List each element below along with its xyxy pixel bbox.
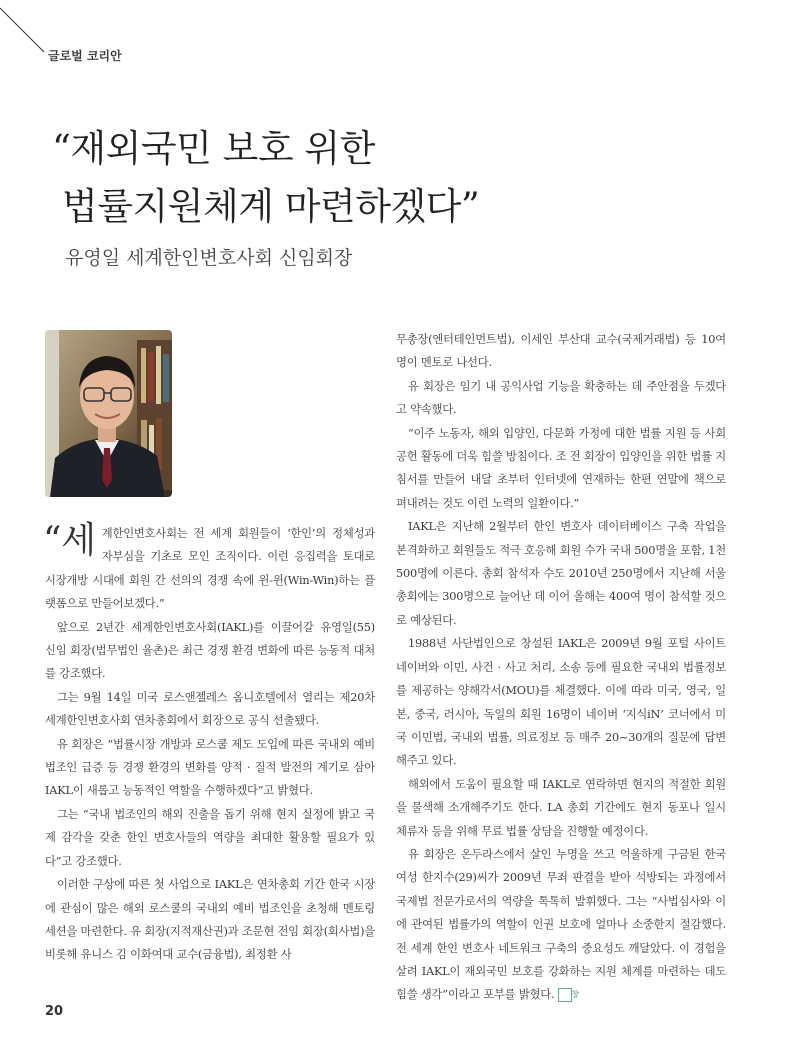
article-paragraph: 무총장(엔터테인먼트법), 이세인 부산대 교수(국제거래법) 등 10여 명이 멘토로 나선다. <box>396 333 726 370</box>
page-number: 20 <box>45 1004 64 1019</box>
article-paragraph: IAKL은 지난해 2월부터 한인 변호사 데이터베이스 구축 작업을 본격화하고 회원들도 적극 호응해 회원 수가 국내 500명을 포함, 1천500명에 이른다. 총회 참석자 수도 2010년 250명에서 지난해 서울총회에는 300명으로 늘어난 데 이어 올해는 400여 명이 참석할 것으로 예상된다. <box>396 520 726 627</box>
article-paragraph: 해외에서 도움이 필요할 때 IAKL로 연락하면 현지의 적절한 회원을 물색해 소개해주기도 한다. LA 총회 기간에도 현지 동포나 일시 체류자 등을 위해 무료 법률 상담을 진행할 예정이다. <box>396 777 726 838</box>
subtitle: 유영일 세계한인변호사회 신임회장 <box>65 247 353 269</box>
article-paragraph: 그는 9월 14일 미국 로스앤젤레스 옴니호텔에서 열리는 제20차 세계한인변호사회 연차총회에서 회장으로 공식 선출됐다. <box>45 690 375 728</box>
article-paragraph: 유 회장은 “법률시장 개방과 로스쿨 제도 도입에 따른 국내외 예비 법조인 급증 등 경쟁 환경의 변화를 양적 · 질적 발전의 계기로 삼아 IAKL이 새롭고 능동적인 역할을 수행하겠다”고 밝혔다. <box>45 737 375 798</box>
article-paragraph: “세 계한인변호사회는 전 세계 회원들이 ‘한인’의 정체성과 자부심을 기초로 모인 조직이다. 이런 응집력을 토대로 시장개방 시대에 회원 간 선의의 경쟁 속에 윈-윈(Win-Win)하는 플랫폼으로 만들어보겠다.” <box>43 520 375 611</box>
headline-line-2: 법률지원체계 마련하겠다” <box>62 185 480 228</box>
portrait-image <box>45 330 172 497</box>
article-paragraph: 유 회장은 임기 내 공익사업 기능을 확충하는 데 주안점을 두겠다고 약속했다. <box>396 379 726 417</box>
headline <box>52 120 752 236</box>
article-paragraph: 1988년 사단법인으로 창설된 IAKL은 2009년 9월 포털 사이트 네이버와 이민, 사건 · 사고 처리, 소송 등에 필요한 국내외 법률정보를 제공하는 양해각서(MOU)를 체결했다. 이에 따라 미국, 영국, 일본, 중국, 러시아, 독일의 회원 16명이 네이버 ‘지식iN’ 코너에서 미국 이민법, 국내외 법률, 의료정보 등 매주 20~30개의 질문에 답변해주고 있다. <box>396 637 726 768</box>
article-left-column <box>45 522 375 967</box>
article-paragraph: 앞으로 2년간 세계한인변호사회(IAKL)를 이끌어갈 유영일(55) 신임 회장(법무법인 율촌)은 최근 경쟁 환경 변화에 따른 능동적 대처를 강조했다. <box>45 620 375 681</box>
headline-line-1: “재외국민 보호 위한 <box>52 127 375 170</box>
article-paragraph: “이주 노동자, 해외 입양인, 다문화 가정에 대한 법률 지원 등 사회공헌 활동에 더욱 힘쓸 방침이다. 조 전 회장이 입양인을 위한 법률 지침서를 만들어 내달 초부터 인터넷에 연재하는 한편 연말에 책으로 펴내려는 것도 이런 노력의 일환이다.” <box>396 426 726 510</box>
section-label: 글로벌 코리안 <box>48 49 122 63</box>
article-paragraph: 이러한 구상에 따른 첫 사업으로 IAKL은 연차총회 기간 한국 시장에 관심이 많은 해외 로스쿨의 국내외 예비 법조인을 초청해 멘토링 세션을 마련한다. 유 회장(지적재산권)과 조문현 전임 회장(회사법)을 비롯해 유니스 김 이화여대 교수(금융법), 최정환 사 <box>45 878 375 962</box>
article-paragraph: 유 회장은 온두라스에서 살인 누명을 쓰고 억울하게 구금된 한국 여성 한지수(29)씨가 2009년 무죄 판결을 받아 석방되는 과정에서 국제법 전문가로서의 역량을 톡톡히 발휘했다. 그는 “사법심사와 이에 관여된 법률가의 역할이 인권 보호에 얼마나 소중한지 절감했다. 전 세계 한인 변호사 네트워크 구축의 중요성도 깨달았다. 이 경험을 살려 IAKL이 재외국민 보호를 강화하는 지원 체계를 마련하는 데도 힘쓸 생각”이라고 포부를 밝혔다. 창 <box>396 847 726 1002</box>
article-right-column <box>396 328 726 1007</box>
end-mark-icon: 창 <box>558 988 572 1002</box>
portrait-photo <box>45 330 172 497</box>
drop-cap: “세 <box>43 520 96 561</box>
article-paragraph: 그는 “국내 법조인의 해외 진출을 돕기 위해 현지 실정에 밝고 국제 감각을 갖춘 한인 변호사들의 역량을 최대한 활용할 필요가 있다”고 강조했다. <box>45 807 375 868</box>
